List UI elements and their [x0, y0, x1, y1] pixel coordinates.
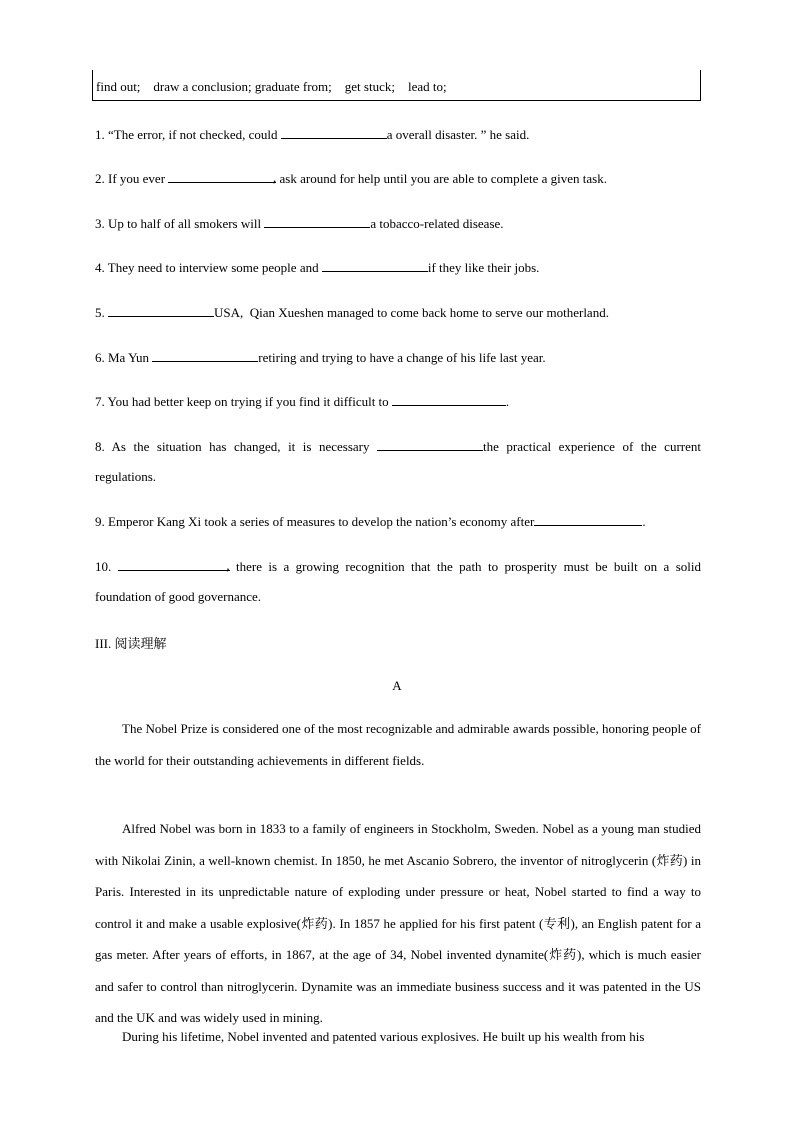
answer-blank-8[interactable]	[377, 438, 483, 451]
question-8-continued: regulations.	[95, 469, 157, 484]
comma: ,	[273, 170, 277, 185]
question-text: retiring and trying to have a change of his life last year.	[258, 350, 546, 365]
question-3	[95, 215, 504, 232]
question-text: 9. Emperor Kang Xi took a series of measures to develop the nation’s economy after	[95, 514, 535, 529]
question-10	[95, 558, 701, 575]
paragraph-2	[95, 813, 701, 1034]
question-text: 1. “The error, if not checked, could	[95, 127, 281, 142]
phrase-list	[96, 79, 447, 95]
answer-blank-10[interactable]	[118, 558, 230, 571]
question-text: 7. You had better keep on trying if you find it difficult to	[95, 394, 392, 409]
question-6	[95, 349, 546, 366]
question-text: 6. Ma Yun	[95, 350, 153, 365]
answer-blank-6[interactable]	[152, 349, 258, 362]
paragraph-text: Alfred Nobel was born in 1833 to a family of engineers in Stockholm, Sweden. Nobel as a young man studied with Nikolai Zinin, a well-known chemist. In 1850, he met Ascanio Sobrero, the inventor of nitroglycerin (炸药) in Paris. Interested in its unpredictable nature of exploding under pressure or heat, Nobel started to find a way to control it and make a usable explosive(炸药). In 1857 he applied for his first patent (专利), an English patent for a gas meter. After years of efforts, in 1867, at the age of 34, Nobel invented dynamite(炸药), which is much easier and safer to control than nitroglycerin. Dynamite was an immediate business success and it was patented in the US and the UK and was widely used in mining.	[95, 821, 701, 1025]
question-1	[95, 126, 529, 143]
question-text: .	[642, 514, 646, 529]
answer-blank-2[interactable]	[168, 170, 276, 183]
question-8	[95, 438, 701, 455]
paragraph-text: The Nobel Prize is considered one of the most recognizable and admirable awards possible, honoring people of the world for their outstanding achievements in different fields.	[95, 721, 701, 768]
paragraph-1	[95, 713, 701, 776]
phrase-item: get stuck;	[344, 79, 395, 94]
question-text: .	[505, 394, 510, 409]
question-4	[95, 259, 539, 276]
question-text: if they like their jobs.	[427, 260, 540, 275]
answer-blank-4[interactable]	[322, 259, 428, 272]
question-5	[95, 304, 609, 321]
question-text: a overall disaster. ” he said.	[386, 127, 530, 142]
answer-blank-7[interactable]	[392, 393, 506, 406]
question-text: 8. As the situation has changed, it is necessary	[95, 439, 378, 454]
question-10-continued: foundation of good governance.	[95, 589, 262, 604]
question-text: 2. If you ever	[95, 171, 169, 186]
phrase-item: draw a conclusion;	[153, 79, 252, 94]
paragraph-3	[95, 1021, 701, 1053]
question-7	[95, 393, 509, 410]
phrase-item: lead to;	[407, 79, 447, 94]
question-2	[95, 170, 607, 187]
phrase-item: find out;	[96, 79, 141, 94]
paragraph-text: During his lifetime, Nobel invented and patented various explosives. He built up his wealth from his	[122, 1029, 645, 1044]
question-text: 5.	[95, 305, 108, 320]
question-text: there is a growing recognition that the path to prosperity must be built on a solid	[229, 559, 702, 574]
question-text: 3. Up to half of all smokers will	[95, 216, 265, 231]
question-text: 4. They need to interview some people and	[95, 260, 322, 275]
answer-blank-9[interactable]	[534, 513, 642, 526]
answer-blank-1[interactable]	[281, 126, 387, 139]
phrase-box	[92, 70, 701, 101]
answer-blank-5[interactable]	[108, 304, 214, 317]
section-title: III. 阅读理解	[95, 636, 167, 651]
question-text: 10.	[95, 559, 118, 574]
passage-letter: A	[392, 678, 402, 693]
comma: ,	[226, 558, 230, 573]
phrase-item: graduate from;	[254, 79, 332, 94]
question-text: the practical experience of the current	[483, 439, 701, 454]
question-9	[95, 513, 646, 530]
question-text: USA, Qian Xueshen managed to come back home to serve our motherland.	[214, 305, 609, 320]
answer-blank-3[interactable]	[264, 215, 370, 228]
question-text: a tobacco-related disease.	[370, 216, 504, 231]
question-text: ask around for help until you are able to complete a given task.	[276, 171, 607, 186]
